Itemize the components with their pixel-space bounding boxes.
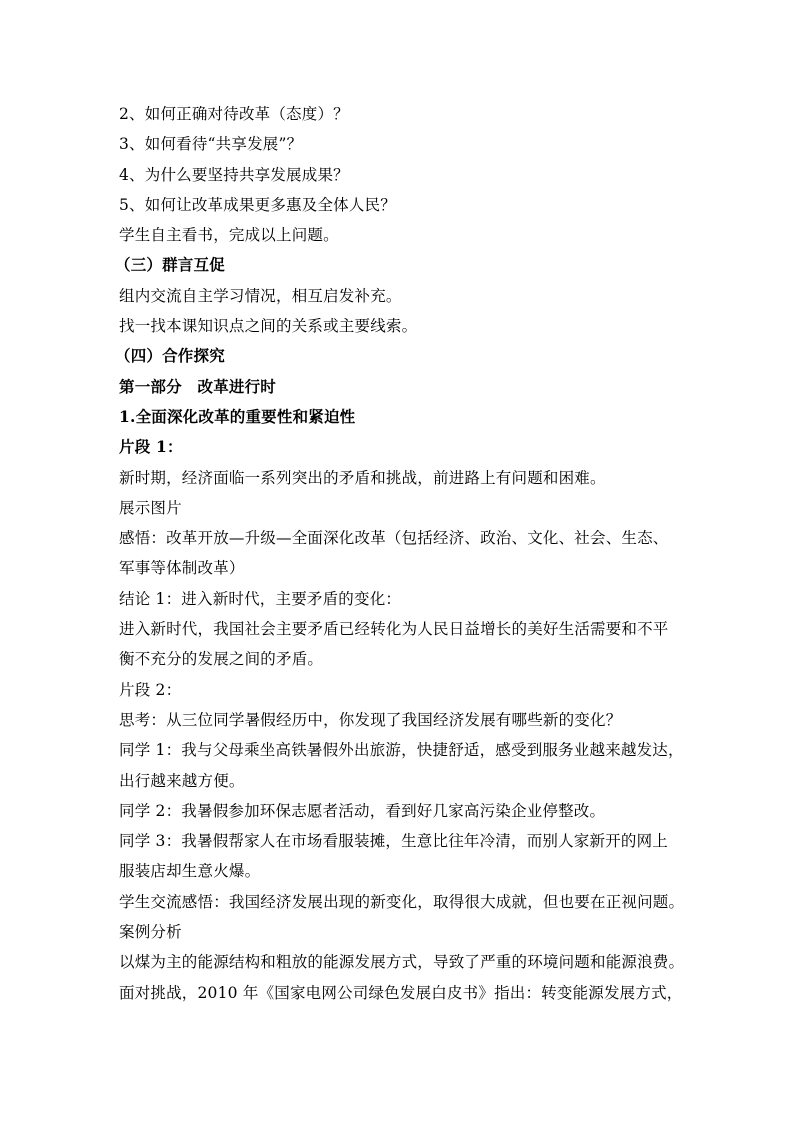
text-line-question-3: 3、如何看待“共享发展”？ xyxy=(119,135,303,154)
part-heading-1: 第一部分 改革进行时 xyxy=(119,376,277,396)
text-line: 服装店却生意火爆。 xyxy=(119,862,261,881)
text-line: 面对挑战，2010 年《国家电网公司绿色发展白皮书》指出：转变能源发展方式， xyxy=(119,983,683,1002)
fragment-label-2: 片段 2： xyxy=(119,680,182,699)
text-line-case-analysis: 案例分析 xyxy=(119,923,182,942)
text-line-student-3: 同学 3：我暑假帮家人在市场看服装摊，生意比往年冷清，而别人家新开的网上 xyxy=(119,832,668,851)
text-line: 进入新时代，我国社会主要矛盾已经转化为人民日益增长的美好生活需要和不平 xyxy=(119,620,669,639)
text-line: 学生交流感悟：我国经济发展出现的新变化，取得很大成就，但也要在正视问题。 xyxy=(119,892,685,911)
text-line: 出行越来越方便。 xyxy=(119,771,245,790)
document-body xyxy=(115,99,687,1008)
text-line-question-5: 5、如何让改革成果更多惠及全体人民？ xyxy=(119,195,396,214)
text-line-conclusion-1: 结论 1：进入新时代，主要矛盾的变化： xyxy=(119,589,402,608)
section-heading-3: （三）群言互促 xyxy=(115,255,225,275)
text-line-student-2: 同学 2：我暑假参加环保志愿者活动，看到好几家高污染企业停整改。 xyxy=(119,801,606,820)
text-line: 感悟：改革开放—升级—全面深化改革（包括经济、政治、文化、社会、生态、 xyxy=(119,529,669,548)
section-heading-4: （四）合作探究 xyxy=(115,346,225,366)
text-line: 军事等体制改革） xyxy=(119,559,245,578)
text-line: 思考：从三位同学暑假经历中，你发现了我国经济发展有哪些新的变化？ xyxy=(119,710,622,729)
text-line-question-2: 2、如何正确对待改革（态度）？ xyxy=(119,105,349,123)
text-line: 组内交流自主学习情况，相互启发补充。 xyxy=(119,286,402,305)
text-line: 新时期，经济面临一系列突出的矛盾和挑战，前进路上有问题和困难。 xyxy=(119,468,606,487)
text-line-student-1: 同学 1：我与父母乘坐高铁暑假外出旅游，快捷舒适，感受到服务业越来越发达， xyxy=(119,741,684,760)
fragment-label-1: 片段 1： xyxy=(119,437,183,457)
text-line-instruction: 学生自主看书，完成以上问题。 xyxy=(119,226,339,245)
text-line: 找一找本课知识点之间的关系或主要线索。 xyxy=(119,317,418,336)
text-line: 衡不充分的发展之间的矛盾。 xyxy=(119,650,324,669)
text-line: 以煤为主的能源结构和粗放的能源发展方式，导致了严重的环境问题和能源浪费。 xyxy=(119,953,685,972)
text-line-question-4: 4、为什么要坚持共享发展成果？ xyxy=(119,165,349,184)
text-line: 展示图片 xyxy=(119,498,182,517)
subsection-heading-1: 1.全面深化改革的重要性和紧迫性 xyxy=(119,406,356,426)
